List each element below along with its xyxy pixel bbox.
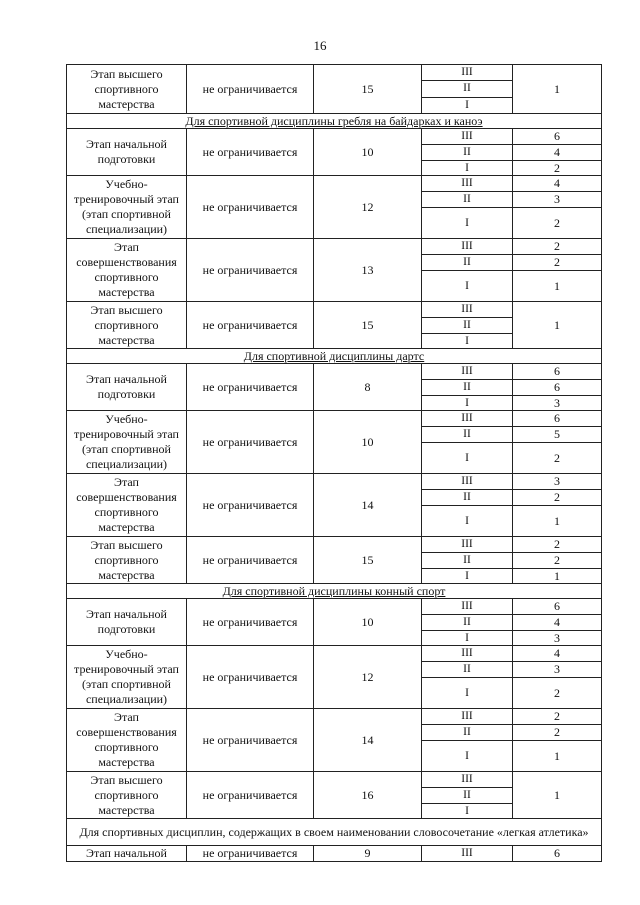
count-cell: 6 xyxy=(513,846,602,862)
count-cell: 6 xyxy=(513,364,602,380)
count-cell: 2 xyxy=(513,725,602,741)
count-cell: 4 xyxy=(513,646,602,662)
stage-name: Учебно-тренировочный этап (этап спортивной специализации) xyxy=(67,411,187,474)
stage-name: Учебно-тренировочный этап (этап спортивной специализации) xyxy=(67,176,187,239)
min-age: 15 xyxy=(314,302,422,349)
count-cell: 1 xyxy=(513,569,602,584)
category-cell: II xyxy=(422,380,513,396)
category-cell: II xyxy=(422,788,513,804)
category-cell: III xyxy=(422,65,513,81)
age-limit: не ограничивается xyxy=(187,411,314,474)
category-cell: I xyxy=(422,271,513,302)
category-cell: II xyxy=(422,81,513,97)
table-row xyxy=(67,772,602,788)
stage-name: Этап высшего спортивного мастерства xyxy=(67,772,187,819)
category-cell: III xyxy=(422,599,513,615)
category-cell: I xyxy=(422,97,513,113)
min-age: 15 xyxy=(314,537,422,584)
category-cell: III xyxy=(422,772,513,788)
table-row xyxy=(67,302,602,318)
age-limit: не ограничивается xyxy=(187,846,314,862)
table-row xyxy=(67,709,602,725)
section-header-row xyxy=(67,349,602,364)
count-cell: 2 xyxy=(513,537,602,553)
category-cell: I xyxy=(422,741,513,772)
count-cell: 4 xyxy=(513,145,602,161)
category-cell: II xyxy=(422,490,513,506)
category-cell: I xyxy=(422,506,513,537)
page-number: 16 xyxy=(313,38,327,53)
section-title: Для спортивной дисциплины конный спорт xyxy=(67,584,602,599)
section-title: Для спортивных дисциплин, содержащих в своем наименовании словосочетание «легкая атлетика» xyxy=(67,819,602,846)
min-age: 10 xyxy=(314,411,422,474)
count-cell: 6 xyxy=(513,129,602,145)
table-row xyxy=(67,537,602,553)
category-cell: I xyxy=(422,443,513,474)
age-limit: не ограничивается xyxy=(187,364,314,411)
count-cell: 3 xyxy=(513,662,602,678)
category-cell: II xyxy=(422,192,513,208)
category-cell: III xyxy=(422,646,513,662)
count-cell: 2 xyxy=(513,255,602,271)
count-cell: 4 xyxy=(513,176,602,192)
category-cell: I xyxy=(422,396,513,411)
count-cell: 2 xyxy=(513,678,602,709)
min-age: 12 xyxy=(314,646,422,709)
table-row xyxy=(67,411,602,427)
category-cell: III xyxy=(422,709,513,725)
count-cell: 2 xyxy=(513,208,602,239)
min-age: 10 xyxy=(314,599,422,646)
count-cell: 6 xyxy=(513,380,602,396)
category-cell: II xyxy=(422,725,513,741)
category-cell: I xyxy=(422,334,513,349)
table-row xyxy=(67,65,602,81)
section-header-row xyxy=(67,114,602,129)
category-cell: I xyxy=(422,161,513,176)
min-age: 10 xyxy=(314,129,422,176)
age-limit: не ограничивается xyxy=(187,176,314,239)
count-cell: 3 xyxy=(513,631,602,646)
category-cell: II xyxy=(422,255,513,271)
category-cell: II xyxy=(422,615,513,631)
stage-name: Этап совершенствования спортивного мастерства xyxy=(67,709,187,772)
age-limit: не ограничивается xyxy=(187,129,314,176)
category-cell: II xyxy=(422,145,513,161)
min-age: 8 xyxy=(314,364,422,411)
table-row xyxy=(67,599,602,615)
age-limit: не ограничивается xyxy=(187,65,314,114)
stage-name: Этап высшего спортивного мастерства xyxy=(67,537,187,584)
category-cell: III xyxy=(422,302,513,318)
category-cell: II xyxy=(422,553,513,569)
count-cell: 3 xyxy=(513,192,602,208)
stage-name: Этап начальной подготовки xyxy=(67,364,187,411)
count-cell: 2 xyxy=(513,490,602,506)
category-cell: III xyxy=(422,474,513,490)
age-limit: не ограничивается xyxy=(187,646,314,709)
count-cell: 2 xyxy=(513,553,602,569)
age-limit: не ограничивается xyxy=(187,474,314,537)
table-row xyxy=(67,474,602,490)
table-row xyxy=(67,176,602,192)
count-cell: 1 xyxy=(513,271,602,302)
category-cell: III xyxy=(422,129,513,145)
category-cell: III xyxy=(422,846,513,862)
count-cell: 6 xyxy=(513,599,602,615)
category-cell: III xyxy=(422,364,513,380)
count-cell: 1 xyxy=(513,506,602,537)
category-cell: I xyxy=(422,631,513,646)
table-row xyxy=(67,846,602,862)
stage-name: Этап совершенствования спортивного мастерства xyxy=(67,474,187,537)
table-row xyxy=(67,129,602,145)
stage-name: Этап начальной подготовки xyxy=(67,129,187,176)
min-age: 14 xyxy=(314,709,422,772)
category-cell: I xyxy=(422,208,513,239)
table-row xyxy=(67,239,602,255)
stage-name: Этап начальной xyxy=(67,846,187,862)
section-header-row xyxy=(67,584,602,599)
section-title: Для спортивной дисциплины дартс xyxy=(67,349,602,364)
count-cell: 2 xyxy=(513,161,602,176)
min-age: 9 xyxy=(314,846,422,862)
count-cell: 4 xyxy=(513,615,602,631)
count-cell: 6 xyxy=(513,411,602,427)
age-limit: не ограничивается xyxy=(187,709,314,772)
category-cell: III xyxy=(422,411,513,427)
category-cell: III xyxy=(422,537,513,553)
count-cell: 3 xyxy=(513,474,602,490)
count-cell: 2 xyxy=(513,239,602,255)
stage-name: Учебно-тренировочный этап (этап спортивной специализации) xyxy=(67,646,187,709)
category-cell: II xyxy=(422,318,513,334)
count-cell: 1 xyxy=(513,772,602,819)
category-cell: II xyxy=(422,427,513,443)
category-cell: I xyxy=(422,569,513,584)
section-title: Для спортивной дисциплины гребля на байдарках и каноэ xyxy=(67,114,602,129)
count-cell: 2 xyxy=(513,443,602,474)
count-cell: 1 xyxy=(513,741,602,772)
table-row xyxy=(67,364,602,380)
min-age: 14 xyxy=(314,474,422,537)
min-age: 12 xyxy=(314,176,422,239)
category-cell: I xyxy=(422,804,513,819)
count-cell: 1 xyxy=(513,65,602,114)
stage-name: Этап высшего спортивного мастерства xyxy=(67,302,187,349)
age-limit: не ограничивается xyxy=(187,537,314,584)
min-age: 16 xyxy=(314,772,422,819)
stage-name: Этап совершенствования спортивного мастерства xyxy=(67,239,187,302)
section-header-row xyxy=(67,819,602,846)
count-cell: 2 xyxy=(513,709,602,725)
age-limit: не ограничивается xyxy=(187,599,314,646)
category-cell: III xyxy=(422,176,513,192)
count-cell: 5 xyxy=(513,427,602,443)
stage-name: Этап высшего спортивного мастерства xyxy=(67,65,187,114)
min-age: 15 xyxy=(314,65,422,114)
category-cell: I xyxy=(422,678,513,709)
min-age: 13 xyxy=(314,239,422,302)
count-cell: 3 xyxy=(513,396,602,411)
stage-name: Этап начальной подготовки xyxy=(67,599,187,646)
age-limit: не ограничивается xyxy=(187,302,314,349)
category-cell: II xyxy=(422,662,513,678)
category-cell: III xyxy=(422,239,513,255)
count-cell: 1 xyxy=(513,302,602,349)
age-limit: не ограничивается xyxy=(187,772,314,819)
table-row xyxy=(67,646,602,662)
age-limit: не ограничивается xyxy=(187,239,314,302)
sport-categories-table xyxy=(66,64,602,862)
